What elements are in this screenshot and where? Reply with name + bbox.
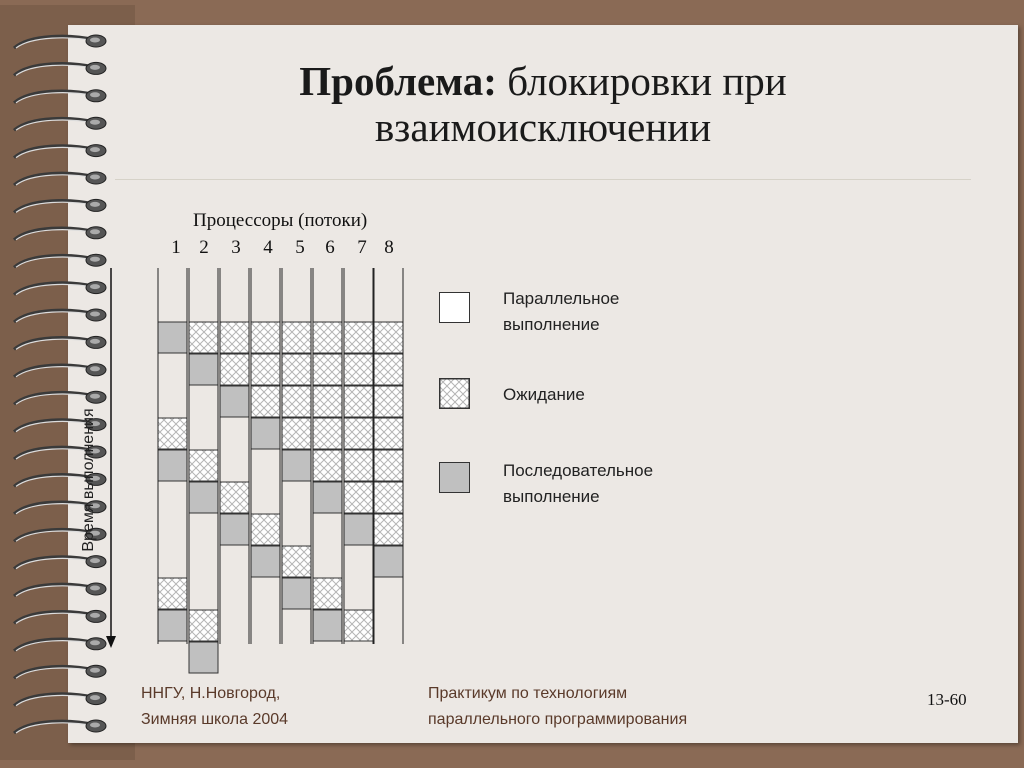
spiral-ring — [14, 720, 106, 733]
title-bold: Проблема: — [299, 58, 497, 104]
title-rest: блокировки при — [507, 58, 787, 104]
processor-number-8: 8 — [384, 237, 394, 258]
spiral-ring — [14, 199, 106, 212]
page-number: 13-60 — [927, 690, 967, 709]
processor-number-2: 2 — [199, 237, 209, 258]
footer-institution: ННГУ, Н.Новгород, Зимняя школа 2004 — [141, 685, 289, 728]
spiral-ring — [14, 391, 106, 404]
processor-number-6: 6 — [325, 237, 335, 258]
spiral-ring — [14, 556, 106, 569]
spiral-ring — [14, 610, 106, 623]
legend-parallel-label: Параллельное выполнение — [503, 289, 620, 334]
time-axis-label: Время выполнения — [80, 408, 97, 552]
processor-number-4: 4 — [263, 237, 273, 258]
spiral-ring — [14, 583, 106, 596]
legend-waiting-swatch — [439, 378, 470, 409]
spiral-ring — [14, 665, 106, 678]
spiral-ring — [14, 364, 106, 377]
page-title — [68, 58, 1018, 150]
title-divider — [115, 179, 971, 180]
spiral-ring — [14, 254, 106, 267]
spiral-ring — [14, 693, 106, 706]
spiral-ring — [14, 227, 106, 240]
legend-sequential-swatch — [439, 462, 470, 493]
legend-sequential-label: Последовательное выполнение — [503, 461, 654, 506]
spiral-ring — [14, 172, 106, 185]
spiral-ring — [14, 282, 106, 295]
processors-label: Процессоры (потоки) — [193, 210, 368, 231]
processor-number-1: 1 — [171, 237, 181, 258]
title-line2: взаимоисключении — [374, 104, 712, 150]
spiral-ring — [14, 336, 106, 349]
processor-number-5: 5 — [295, 237, 305, 258]
spiral-ring — [14, 309, 106, 322]
legend-parallel-swatch — [439, 292, 470, 323]
processor-number-7: 7 — [357, 237, 367, 258]
legend-waiting-label: Ожидание — [503, 385, 585, 404]
spiral-ring — [14, 638, 106, 651]
processor-number-3: 3 — [231, 237, 241, 258]
footer-course: Практикум по технологиям параллельного программирования — [428, 685, 688, 728]
spiral-ring — [14, 35, 106, 48]
